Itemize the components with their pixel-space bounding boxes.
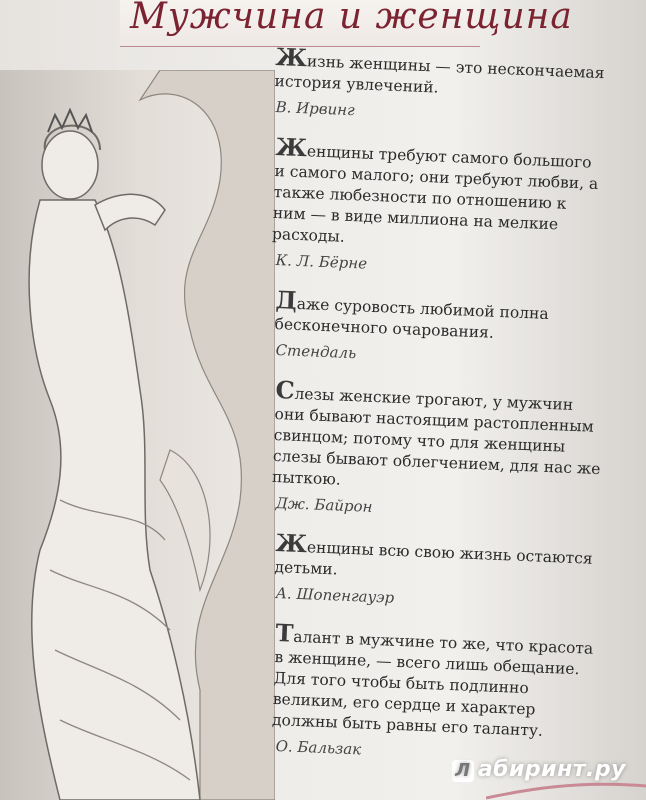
quote-block <box>271 132 606 273</box>
quote-body: лезы женские трогают, у мужчин они бывают настоящим растопленным свинцом; потому что для женщины слезы бывают облегчением, для нас же пыткою. <box>271 384 601 489</box>
quote-block <box>271 618 606 759</box>
quote-body: енщины всю свою жизнь остаются детьми. <box>274 538 593 579</box>
quote-text <box>271 618 606 744</box>
chapter-title: Мужчина и женщина <box>130 0 573 37</box>
quote-author: А. Шопенгауэр <box>275 584 395 607</box>
quote-text <box>274 285 606 348</box>
watermark-text: абиринт.ру <box>477 757 626 782</box>
quote-text <box>274 42 606 105</box>
quote-author: К. Л. Бёрне <box>275 251 368 273</box>
drop-cap: Т <box>274 618 295 648</box>
quote-block <box>274 285 606 363</box>
statue-illustration <box>0 70 275 800</box>
quote-text <box>271 132 606 258</box>
quote-body: аже суровость любимой полна бесконечного очарования. <box>274 294 550 342</box>
quote-block <box>274 42 606 120</box>
labirint-logo-icon: Л <box>452 760 474 782</box>
drop-cap: Ж <box>274 42 308 73</box>
drop-cap: Ж <box>274 132 308 163</box>
quote-block <box>271 375 606 516</box>
quote-body: изнь женщины — это нескончаемая история увлечений. <box>274 52 605 97</box>
drop-cap: Д <box>274 285 298 315</box>
quote-author: В. Ирвинг <box>275 98 356 120</box>
quote-author: О. Бальзак <box>275 737 362 759</box>
labirint-watermark <box>452 757 626 782</box>
quote-block <box>274 528 606 607</box>
drop-cap: Ж <box>274 528 308 559</box>
quotes-column <box>271 42 606 775</box>
drop-cap: С <box>274 375 296 405</box>
quote-body: алант в мужчине то же, что красота в женщине, — всего лишь обещание. Для того чтобы быть подлинно великим, его сердце и характер должны быть равны его таланту. <box>271 627 594 740</box>
quote-text <box>271 375 606 501</box>
chapter-header <box>120 0 573 47</box>
quote-author: Стендаль <box>275 341 357 363</box>
quote-body: енщины требуют самого большого и самого малого; они требуют любви, а также любезности по отношению к ним — в виде миллиона на мелкие расходы. <box>271 142 599 246</box>
quote-author: Дж. Байрон <box>275 494 373 516</box>
quote-text <box>274 528 606 591</box>
